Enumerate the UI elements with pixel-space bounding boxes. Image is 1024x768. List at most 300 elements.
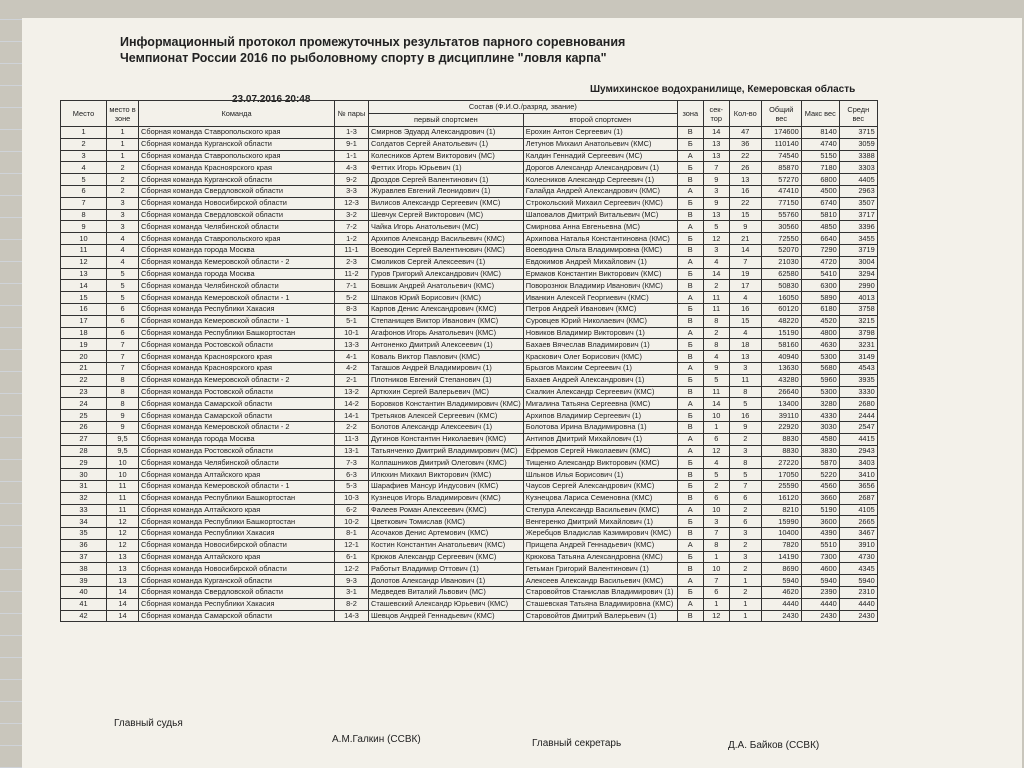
cell-sector: 7 — [703, 528, 729, 540]
header-zone: зона — [677, 101, 703, 127]
header-zone-place: место в зоне — [107, 101, 139, 127]
cell-zone-place: 14 — [107, 598, 139, 610]
cell-team: Сборная команда Республики Башкортостан — [139, 492, 335, 504]
cell-second-athlete: Смирнова Анна Евгеньевна (МС) — [523, 221, 677, 233]
table-row — [61, 386, 878, 398]
cell-count: 16 — [729, 410, 761, 422]
cell-pair: 8-1 — [335, 528, 369, 540]
cell-count: 15 — [729, 209, 761, 221]
cell-second-athlete: Краскович Олег Борисович (КМС) — [523, 351, 677, 363]
header-team: Команда — [139, 101, 335, 127]
cell-zone: Б — [677, 374, 703, 386]
cell-zone-place: 6 — [107, 327, 139, 339]
cell-total-weight: 16120 — [761, 492, 801, 504]
cell-first-athlete: Боровков Константин Владимирович (КМС) — [369, 398, 524, 410]
cell-second-athlete: Скалкин Александр Сергеевич (КМС) — [523, 386, 677, 398]
cell-place: 28 — [61, 445, 107, 457]
cell-first-athlete: Карпов Денис Александрович (КМС) — [369, 303, 524, 315]
cell-team: Сборная команда Республики Хакасия — [139, 598, 335, 610]
cell-count: 4 — [729, 327, 761, 339]
cell-avg-weight: 4440 — [839, 598, 877, 610]
cell-avg-weight: 3388 — [839, 150, 877, 162]
cell-zone: В — [677, 386, 703, 398]
table-row — [61, 504, 878, 516]
cell-place: 10 — [61, 233, 107, 245]
cell-max-weight: 6180 — [801, 303, 839, 315]
cell-count: 2 — [729, 563, 761, 575]
cell-place: 36 — [61, 539, 107, 551]
cell-pair: 12-3 — [335, 197, 369, 209]
header-count: Кол-во — [729, 101, 761, 127]
table-row — [61, 421, 878, 433]
cell-max-weight: 3600 — [801, 516, 839, 528]
cell-second-athlete: Венгеренко Дмитрий Михайлович (1) — [523, 516, 677, 528]
cell-avg-weight: 4405 — [839, 174, 877, 186]
cell-total-weight: 4440 — [761, 598, 801, 610]
table-row — [61, 398, 878, 410]
cell-pair: 2-3 — [335, 256, 369, 268]
cell-sector: 8 — [703, 339, 729, 351]
cell-first-athlete: Коваль Виктор Павлович (КМС) — [369, 351, 524, 363]
cell-zone-place: 5 — [107, 292, 139, 304]
cell-pair: 9-1 — [335, 138, 369, 150]
cell-avg-weight: 3656 — [839, 480, 877, 492]
cell-count: 13 — [729, 351, 761, 363]
judge-name: А.М.Галкин (ССВК) — [332, 734, 421, 745]
cell-second-athlete: Брызгов Максим Сергеевич (1) — [523, 362, 677, 374]
cell-place: 33 — [61, 504, 107, 516]
cell-zone: Б — [677, 516, 703, 528]
cell-avg-weight: 3330 — [839, 386, 877, 398]
cell-second-athlete: Евдокимов Андрей Михайлович (1) — [523, 256, 677, 268]
cell-first-athlete: Антоненко Дмитрий Алексеевич (1) — [369, 339, 524, 351]
cell-pair: 4-1 — [335, 351, 369, 363]
cell-total-weight: 8830 — [761, 433, 801, 445]
cell-total-weight: 13630 — [761, 362, 801, 374]
header-place: Место — [61, 101, 107, 127]
cell-avg-weight: 5940 — [839, 575, 877, 587]
cell-max-weight: 7180 — [801, 162, 839, 174]
cell-second-athlete: Шлыков Илья Борисович (1) — [523, 469, 677, 481]
cell-zone-place: 3 — [107, 197, 139, 209]
cell-sector: 2 — [703, 480, 729, 492]
cell-second-athlete: Сташевская Татьяна Владимировна (КМС) — [523, 598, 677, 610]
cell-max-weight: 2390 — [801, 587, 839, 599]
cell-place: 2 — [61, 138, 107, 150]
cell-first-athlete: Третьяков Алексей Сергеевич (КМС) — [369, 410, 524, 422]
cell-second-athlete: Старовойтов Станислав Владимирович (1) — [523, 587, 677, 599]
cell-sector: 14 — [703, 398, 729, 410]
cell-pair: 13-3 — [335, 339, 369, 351]
cell-place: 8 — [61, 209, 107, 221]
cell-total-weight: 15990 — [761, 516, 801, 528]
cell-first-athlete: Татьянченко Дмитрий Владимирович (МС) — [369, 445, 524, 457]
cell-first-athlete: Дроздов Сергей Валентинович (1) — [369, 174, 524, 186]
header-sector: сек-тор — [703, 101, 729, 127]
cell-sector: 2 — [703, 327, 729, 339]
table-row — [61, 315, 878, 327]
cell-first-athlete: Шпаков Юрий Борисович (КМС) — [369, 292, 524, 304]
cell-first-athlete: Медведев Виталий Львович (МС) — [369, 587, 524, 599]
cell-second-athlete: Архипов Владимир Сергеевич (1) — [523, 410, 677, 422]
cell-team: Сборная команда Красноярского края — [139, 162, 335, 174]
cell-zone-place: 9 — [107, 410, 139, 422]
table-row — [61, 598, 878, 610]
cell-zone-place: 1 — [107, 127, 139, 139]
cell-total-weight: 13400 — [761, 398, 801, 410]
cell-total-weight: 7820 — [761, 539, 801, 551]
table-row — [61, 209, 878, 221]
cell-team: Сборная команда Кемеровской области - 2 — [139, 374, 335, 386]
header-total: Общий вес — [761, 101, 801, 127]
cell-avg-weight: 2547 — [839, 421, 877, 433]
cell-zone: Б — [677, 162, 703, 174]
cell-first-athlete: Сташевский Александр Юрьевич (КМС) — [369, 598, 524, 610]
cell-avg-weight: 3455 — [839, 233, 877, 245]
cell-avg-weight: 3303 — [839, 162, 877, 174]
cell-count: 1 — [729, 575, 761, 587]
cell-max-weight: 4500 — [801, 185, 839, 197]
cell-pair: 8-2 — [335, 598, 369, 610]
cell-total-weight: 85870 — [761, 162, 801, 174]
cell-count: 16 — [729, 185, 761, 197]
cell-first-athlete: Шевцов Андрей Геннадьевич (КМС) — [369, 610, 524, 622]
cell-pair: 14-3 — [335, 610, 369, 622]
cell-zone-place: 8 — [107, 374, 139, 386]
cell-first-athlete: Плотников Евгений Степанович (1) — [369, 374, 524, 386]
cell-max-weight: 4580 — [801, 433, 839, 445]
cell-count: 3 — [729, 528, 761, 540]
cell-total-weight: 22920 — [761, 421, 801, 433]
cell-total-weight: 74540 — [761, 150, 801, 162]
cell-place: 16 — [61, 303, 107, 315]
cell-second-athlete: Гетьман Григорий Валентинович (1) — [523, 563, 677, 575]
cell-count: 4 — [729, 292, 761, 304]
cell-team: Сборная команда Курганской области — [139, 138, 335, 150]
cell-team: Сборная команда Кемеровской области - 1 — [139, 315, 335, 327]
cell-sector: 4 — [703, 256, 729, 268]
header-max: Макс вес — [801, 101, 839, 127]
cell-pair: 13-2 — [335, 386, 369, 398]
table-row — [61, 351, 878, 363]
cell-zone: В — [677, 280, 703, 292]
cell-avg-weight: 3215 — [839, 315, 877, 327]
cell-zone: А — [677, 185, 703, 197]
cell-zone-place: 6 — [107, 315, 139, 327]
cell-zone-place: 13 — [107, 551, 139, 563]
cell-zone: Б — [677, 303, 703, 315]
table-row — [61, 327, 878, 339]
cell-team: Сборная команда Республики Хакасия — [139, 528, 335, 540]
document-title — [120, 34, 625, 66]
cell-total-weight: 110140 — [761, 138, 801, 150]
cell-total-weight: 15190 — [761, 327, 801, 339]
cell-first-athlete: Феттих Игорь Юрьевич (1) — [369, 162, 524, 174]
table-row — [61, 138, 878, 150]
cell-sector: 7 — [703, 162, 729, 174]
cell-team: Сборная команда Красноярского края — [139, 362, 335, 374]
cell-total-weight: 174600 — [761, 127, 801, 139]
cell-total-weight: 58160 — [761, 339, 801, 351]
cell-team: Сборная команда Алтайского края — [139, 504, 335, 516]
cell-count: 14 — [729, 244, 761, 256]
table-row — [61, 221, 878, 233]
cell-avg-weight: 3149 — [839, 351, 877, 363]
cell-zone-place: 4 — [107, 244, 139, 256]
cell-sector: 12 — [703, 445, 729, 457]
cell-first-athlete: Воеводин Сергей Валентинович (КМС) — [369, 244, 524, 256]
cell-first-athlete: Шевчук Сергей Викторович (МС) — [369, 209, 524, 221]
cell-pair: 3-3 — [335, 185, 369, 197]
cell-zone-place: 2 — [107, 185, 139, 197]
cell-total-weight: 30560 — [761, 221, 801, 233]
cell-team: Сборная команда Самарской области — [139, 398, 335, 410]
cell-sector: 5 — [703, 469, 729, 481]
cell-zone: А — [677, 362, 703, 374]
cell-team: Сборная команда Кемеровской области - 2 — [139, 421, 335, 433]
cell-total-weight: 72550 — [761, 233, 801, 245]
cell-avg-weight: 4730 — [839, 551, 877, 563]
cell-team: Сборная команда Кемеровской области - 1 — [139, 480, 335, 492]
cell-team: Сборная команда Челябинской области — [139, 280, 335, 292]
cell-team: Сборная команда Алтайского края — [139, 551, 335, 563]
cell-place: 29 — [61, 457, 107, 469]
cell-first-athlete: Асочаков Денис Артемович (КМС) — [369, 528, 524, 540]
cell-avg-weight: 3719 — [839, 244, 877, 256]
cell-team: Сборная команда Свердловской области — [139, 587, 335, 599]
cell-total-weight: 77150 — [761, 197, 801, 209]
cell-count: 1 — [729, 598, 761, 610]
cell-second-athlete: Строкольский Михаил Сергеевич (КМС) — [523, 197, 677, 209]
cell-pair: 2-2 — [335, 421, 369, 433]
cell-avg-weight: 3507 — [839, 197, 877, 209]
cell-sector: 1 — [703, 551, 729, 563]
cell-zone: В — [677, 469, 703, 481]
cell-place: 26 — [61, 421, 107, 433]
cell-zone: Б — [677, 457, 703, 469]
table-row — [61, 563, 878, 575]
cell-count: 19 — [729, 268, 761, 280]
cell-avg-weight: 2430 — [839, 610, 877, 622]
cell-max-weight: 5410 — [801, 268, 839, 280]
cell-team: Сборная команда Республики Башкортостан — [139, 327, 335, 339]
cell-second-athlete: Крюкова Татьяна Александровна (КМС) — [523, 551, 677, 563]
cell-place: 25 — [61, 410, 107, 422]
cell-second-athlete: Чаусов Сергей Александрович (КМС) — [523, 480, 677, 492]
cell-max-weight: 5680 — [801, 362, 839, 374]
cell-total-weight: 21030 — [761, 256, 801, 268]
cell-pair: 5-2 — [335, 292, 369, 304]
cell-second-athlete: Галайда Андрей Александрович (КМС) — [523, 185, 677, 197]
cell-max-weight: 3830 — [801, 445, 839, 457]
cell-place: 39 — [61, 575, 107, 587]
cell-place: 41 — [61, 598, 107, 610]
table-row — [61, 492, 878, 504]
cell-sector: 13 — [703, 209, 729, 221]
table-row — [61, 575, 878, 587]
cell-total-weight: 48220 — [761, 315, 801, 327]
table-row — [61, 610, 878, 622]
cell-max-weight: 4520 — [801, 315, 839, 327]
cell-count: 1 — [729, 610, 761, 622]
table-row — [61, 303, 878, 315]
cell-count: 22 — [729, 197, 761, 209]
cell-first-athlete: Гуров Григорий Александрович (КМС) — [369, 268, 524, 280]
cell-zone-place: 1 — [107, 138, 139, 150]
cell-first-athlete: Вилисов Александр Сергеевич (КМС) — [369, 197, 524, 209]
cell-first-athlete: Колпашников Дмитрий Олегович (КМС) — [369, 457, 524, 469]
table-row — [61, 457, 878, 469]
cell-pair: 6-1 — [335, 551, 369, 563]
cell-first-athlete: Архипов Александр Васильевич (КМС) — [369, 233, 524, 245]
cell-avg-weight: 2680 — [839, 398, 877, 410]
cell-sector: 3 — [703, 185, 729, 197]
cell-zone: В — [677, 421, 703, 433]
cell-total-weight: 5940 — [761, 575, 801, 587]
cell-team: Сборная команда Новосибирской области — [139, 539, 335, 551]
cell-team: Сборная команда Красноярского края — [139, 351, 335, 363]
cell-max-weight: 5190 — [801, 504, 839, 516]
cell-place: 4 — [61, 162, 107, 174]
cell-place: 17 — [61, 315, 107, 327]
cell-total-weight: 60120 — [761, 303, 801, 315]
cell-avg-weight: 3935 — [839, 374, 877, 386]
cell-first-athlete: Фалеев Роман Алексеевич (КМС) — [369, 504, 524, 516]
cell-second-athlete: Ермаков Константин Викторович (КМС) — [523, 268, 677, 280]
cell-team: Сборная команда Республики Башкортостан — [139, 516, 335, 528]
cell-zone-place: 9,5 — [107, 445, 139, 457]
cell-sector: 8 — [703, 539, 729, 551]
table-row — [61, 268, 878, 280]
cell-count: 8 — [729, 386, 761, 398]
cell-first-athlete: Болотов Александр Алексеевич (1) — [369, 421, 524, 433]
table-body — [61, 127, 878, 622]
cell-zone-place: 12 — [107, 539, 139, 551]
cell-count: 16 — [729, 303, 761, 315]
cell-count: 11 — [729, 374, 761, 386]
cell-first-athlete: Агафонов Игорь Анатольевич (КМС) — [369, 327, 524, 339]
cell-place: 34 — [61, 516, 107, 528]
cell-avg-weight: 3910 — [839, 539, 877, 551]
cell-first-athlete: Журавлев Евгений Леонидович (1) — [369, 185, 524, 197]
cell-max-weight: 4600 — [801, 563, 839, 575]
cell-total-weight: 55760 — [761, 209, 801, 221]
cell-zone-place: 8 — [107, 386, 139, 398]
cell-count: 13 — [729, 174, 761, 186]
cell-first-athlete: Смирнов Эдуард Александрович (1) — [369, 127, 524, 139]
cell-count: 47 — [729, 127, 761, 139]
cell-count: 26 — [729, 162, 761, 174]
cell-max-weight: 5960 — [801, 374, 839, 386]
cell-total-weight: 57270 — [761, 174, 801, 186]
cell-total-weight: 25590 — [761, 480, 801, 492]
cell-max-weight: 5300 — [801, 386, 839, 398]
cell-sector: 14 — [703, 268, 729, 280]
cell-second-athlete: Кузнецова Лариса Семеновна (КМС) — [523, 492, 677, 504]
cell-second-athlete: Поворознюк Владимир Иванович (КМС) — [523, 280, 677, 292]
cell-count: 7 — [729, 480, 761, 492]
cell-second-athlete: Суровцев Юрий Николаевич (КМС) — [523, 315, 677, 327]
cell-zone: А — [677, 256, 703, 268]
table-row — [61, 516, 878, 528]
cell-total-weight: 39110 — [761, 410, 801, 422]
cell-second-athlete: Калдин Геннадий Сергеевич (МС) — [523, 150, 677, 162]
table-row — [61, 256, 878, 268]
cell-zone: В — [677, 351, 703, 363]
cell-count: 21 — [729, 233, 761, 245]
cell-count: 22 — [729, 150, 761, 162]
cell-max-weight: 5810 — [801, 209, 839, 221]
header-first-athlete: первый спортсмен — [369, 114, 524, 127]
cell-zone: А — [677, 575, 703, 587]
cell-max-weight: 5940 — [801, 575, 839, 587]
cell-pair: 10-1 — [335, 327, 369, 339]
cell-first-athlete: Крюков Александр Сергеевич (КМС) — [369, 551, 524, 563]
cell-zone-place: 5 — [107, 280, 139, 292]
cell-avg-weight: 4345 — [839, 563, 877, 575]
cell-team: Сборная команда Республики Хакасия — [139, 303, 335, 315]
table-row — [61, 150, 878, 162]
cell-count: 3 — [729, 362, 761, 374]
cell-sector: 2 — [703, 280, 729, 292]
cell-avg-weight: 3410 — [839, 469, 877, 481]
cell-zone: Б — [677, 480, 703, 492]
cell-sector: 14 — [703, 127, 729, 139]
cell-avg-weight: 2687 — [839, 492, 877, 504]
cell-max-weight: 4740 — [801, 138, 839, 150]
cell-pair: 11-2 — [335, 268, 369, 280]
table-row — [61, 233, 878, 245]
secretary-name: Д.А. Байков (ССВК) — [728, 740, 820, 751]
cell-total-weight: 17050 — [761, 469, 801, 481]
cell-sector: 9 — [703, 174, 729, 186]
cell-first-athlete: Работыт Владимир Оттович (1) — [369, 563, 524, 575]
table-header-row — [61, 101, 878, 114]
cell-pair: 4-3 — [335, 162, 369, 174]
cell-pair: 12-1 — [335, 539, 369, 551]
cell-avg-weight: 2444 — [839, 410, 877, 422]
cell-max-weight: 5150 — [801, 150, 839, 162]
cell-total-weight: 14190 — [761, 551, 801, 563]
cell-second-athlete: Новиков Владимир Викторович (1) — [523, 327, 677, 339]
cell-max-weight: 8140 — [801, 127, 839, 139]
cell-total-weight: 8690 — [761, 563, 801, 575]
cell-pair: 9-3 — [335, 575, 369, 587]
cell-first-athlete: Бовшик Андрей Анатольевич (КМС) — [369, 280, 524, 292]
cell-second-athlete: Воеводина Ольга Владимировна (КМС) — [523, 244, 677, 256]
cell-pair: 9-2 — [335, 174, 369, 186]
cell-second-athlete: Стелура Александр Васильевич (КМС) — [523, 504, 677, 516]
table-row — [61, 280, 878, 292]
table-row — [61, 162, 878, 174]
cell-avg-weight: 2310 — [839, 587, 877, 599]
cell-zone: В — [677, 528, 703, 540]
cell-avg-weight: 3715 — [839, 127, 877, 139]
table-row — [61, 197, 878, 209]
cell-pair: 1-1 — [335, 150, 369, 162]
cell-team: Сборная команда Алтайского края — [139, 469, 335, 481]
cell-place: 9 — [61, 221, 107, 233]
cell-first-athlete: Артюхин Сергей Валерьевич (МС) — [369, 386, 524, 398]
cell-zone-place: 10 — [107, 457, 139, 469]
cell-sector: 3 — [703, 516, 729, 528]
cell-total-weight: 62580 — [761, 268, 801, 280]
cell-pair: 10-3 — [335, 492, 369, 504]
cell-zone-place: 2 — [107, 162, 139, 174]
cell-place: 37 — [61, 551, 107, 563]
cell-zone: Б — [677, 410, 703, 422]
cell-pair: 5-1 — [335, 315, 369, 327]
